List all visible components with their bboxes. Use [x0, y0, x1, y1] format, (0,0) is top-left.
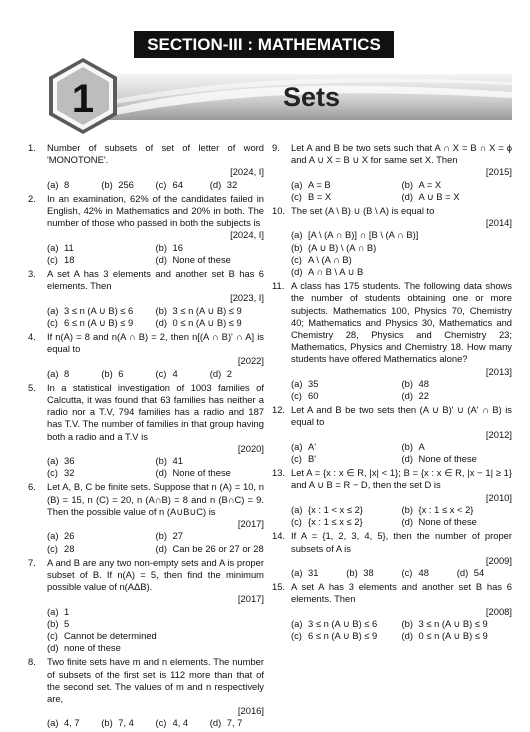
answer-option	[291, 630, 402, 642]
question-text: Two finite sets have m and n elements. The number of subsets of the first set is 112 more than that of the second set. The values of m and n respectively are,	[47, 656, 264, 704]
option-text: B = X	[308, 190, 332, 202]
question-text: In a statistical investigation of 1003 families of Calcutta, it was found that 63 families has neither a radio nor a T.V, 794 families has a radio and 187 has T.V. The number of families in that group having both a radio and a T.V is	[47, 381, 264, 442]
option-label: (b)	[401, 503, 413, 515]
question-text: A set A has 3 elements and another set B has 6 elements. Then	[47, 268, 264, 292]
option-label: (d)	[291, 266, 303, 278]
answer-option	[156, 530, 265, 542]
question-year: [2009]	[485, 554, 512, 566]
option-label: (a)	[291, 377, 303, 389]
answer-option	[291, 254, 512, 266]
question-year: [2017]	[237, 518, 264, 530]
question-item	[272, 404, 512, 465]
option-text: 3 ≤ n (A ∪ B) ≤ 6	[64, 304, 134, 316]
question-options	[47, 606, 264, 655]
question-text: In an examination, 62% of the candidates failed in English, 42% in Mathematics and 20% in both. The number of those who passed in both the subjects is	[47, 192, 264, 229]
question-item	[28, 142, 264, 191]
option-text: 22	[418, 390, 429, 402]
option-label: (b)	[155, 241, 167, 253]
option-label: (c)	[47, 253, 58, 265]
option-label: (c)	[291, 190, 302, 202]
question-options	[47, 530, 264, 554]
option-text: 8	[64, 178, 70, 190]
question-text: The set (A \ B) ∪ (B \ A) is equal to	[291, 205, 435, 217]
chapter-number-hexagon	[43, 56, 123, 136]
chapter-number: 1	[71, 77, 95, 121]
option-label: (b)	[401, 178, 413, 190]
option-label: (d)	[401, 453, 413, 465]
answer-option	[291, 618, 402, 630]
option-text: 0 ≤ n (A ∪ B) ≤ 9	[172, 316, 242, 328]
option-text: 4, 7	[64, 717, 80, 729]
option-label: (b)	[401, 617, 413, 629]
answer-option	[156, 242, 265, 254]
answer-option	[47, 618, 264, 630]
answer-option	[156, 717, 210, 729]
answer-option	[47, 467, 156, 479]
question-number: 5.	[28, 381, 36, 393]
answer-option	[402, 453, 513, 465]
chapter-title: Sets	[283, 82, 341, 112]
option-text: [A \ (A ∩ B)] ∩ [B \ (A ∩ B)]	[308, 229, 419, 241]
option-label: (d)	[155, 253, 167, 265]
option-text: None of these	[418, 516, 477, 528]
option-text: 256	[118, 178, 134, 190]
option-label: (b)	[346, 566, 358, 578]
question-number: 1.	[28, 142, 36, 153]
answer-option	[291, 441, 402, 453]
question-year: [2010]	[485, 491, 512, 503]
option-text: A = X	[418, 178, 442, 190]
answer-option	[402, 630, 513, 642]
question-text: If n(A) = 8 and n(A ∩ B) = 2, then n[(A ∩ B)' ∩ A] is equal to	[47, 331, 264, 355]
question-number: 10.	[272, 205, 286, 217]
answer-option	[47, 630, 264, 642]
option-text: 64	[172, 178, 183, 190]
answer-option	[47, 368, 101, 380]
option-label: (c)	[47, 467, 58, 479]
question-body	[291, 467, 512, 528]
answer-option	[291, 191, 402, 203]
answer-option	[156, 543, 265, 555]
option-text: 1	[64, 605, 70, 617]
question-year: [2013]	[485, 365, 512, 377]
option-label: (b)	[155, 530, 167, 542]
option-text: 3 ≤ n (A ∪ B) ≤ 9	[172, 304, 242, 316]
question-number: 7.	[28, 556, 36, 568]
option-text: Cannot be determined	[64, 629, 157, 641]
option-label: (b)	[101, 717, 113, 729]
option-text: {x : 1 < x ≤ 2}	[308, 503, 363, 515]
section-banner: SECTION-III : MATHEMATICS	[134, 31, 394, 58]
question-year: [2023, I]	[230, 292, 264, 304]
question-year: [2024, I]	[230, 229, 264, 241]
option-label: (a)	[47, 178, 59, 190]
option-text: A	[418, 440, 425, 452]
option-label: (d)	[155, 542, 167, 554]
option-label: (c)	[401, 566, 413, 578]
option-text: None of these	[418, 453, 477, 465]
answer-option	[47, 530, 156, 542]
question-body	[47, 382, 264, 480]
question-body	[291, 530, 512, 579]
question-item	[272, 467, 512, 528]
answer-option	[402, 390, 513, 402]
option-label: (b)	[47, 617, 59, 629]
question-item	[272, 530, 512, 579]
question-item	[28, 557, 264, 655]
answer-option	[156, 368, 210, 380]
question-item	[28, 193, 264, 266]
question-options	[47, 179, 264, 191]
option-text: 6 ≤ n (A ∪ B) ≤ 9	[308, 629, 378, 641]
option-label: (b)	[101, 178, 113, 190]
question-text: A and B are any two non-empty sets and A is proper subset of B. If n(A) = 5, then find the minimum possible value of n(AΔB).	[47, 556, 264, 593]
answer-option	[402, 378, 513, 390]
question-number: 12.	[272, 404, 286, 416]
question-year: [2015]	[485, 166, 512, 178]
answer-option	[291, 266, 512, 278]
answer-option	[156, 254, 265, 266]
answer-option	[291, 504, 402, 516]
option-label: (a)	[47, 241, 59, 253]
option-label: (d)	[401, 516, 413, 528]
option-label: (c)	[47, 542, 58, 554]
answer-option	[291, 378, 402, 390]
option-label: (a)	[47, 367, 59, 379]
question-number: 4.	[28, 331, 36, 343]
right-question-column	[272, 142, 512, 644]
answer-option	[210, 179, 264, 191]
option-label: (a)	[291, 440, 303, 452]
option-label: (c)	[155, 717, 167, 729]
question-year: [2017]	[237, 593, 264, 605]
option-label: (d)	[401, 390, 413, 402]
option-text: 2	[226, 367, 232, 379]
question-number: 9.	[272, 142, 280, 153]
option-label: (b)	[291, 241, 303, 253]
question-text: Let A and B be two sets then (A ∪ B)' ∪ (A' ∩ B) is equal to	[291, 404, 512, 428]
question-item	[28, 382, 264, 480]
question-item	[272, 581, 512, 642]
question-text: Number of subsets of set of letter of word 'MONOTONE'.	[47, 142, 264, 166]
option-label: (d)	[47, 642, 59, 654]
option-label: (c)	[291, 516, 302, 528]
question-body	[47, 656, 264, 729]
answer-option	[101, 368, 155, 380]
answer-option	[47, 543, 156, 555]
question-number: 13.	[272, 467, 286, 479]
option-label: (c)	[291, 390, 302, 402]
option-label: (a)	[47, 605, 59, 617]
question-text: Let A and B be two sets such that A ∩ X = B ∩ X = ϕ and A ∪ X = B ∪ X for same set X. Then	[291, 142, 512, 166]
option-text: None of these	[172, 467, 231, 479]
question-options	[291, 378, 512, 402]
question-text: A class has 175 students. The following data shows the number of students obtaining one or more subjects. Mathematics 100, Physics 70, Chemistry 40; Mathematics and Physics 30, Mathematics and Chemistry 28, Physics and Chemistry 23; Mathematics, Physics and Chemistry 18. How many students have offered Mathematics alone?	[291, 280, 512, 365]
option-text: 8	[64, 367, 70, 379]
answer-option	[101, 179, 155, 191]
option-label: (a)	[47, 304, 59, 316]
option-label: (c)	[291, 253, 302, 265]
question-year: [2012]	[485, 428, 512, 440]
answer-option	[47, 642, 264, 654]
option-text: A ∪ B = X	[418, 190, 460, 202]
question-year: [2014]	[485, 217, 512, 229]
option-text: 60	[308, 390, 319, 402]
question-year: [2008]	[485, 605, 512, 617]
answer-option	[402, 567, 457, 579]
option-text: 31	[308, 566, 319, 578]
option-label: (a)	[291, 229, 303, 241]
question-body	[47, 331, 264, 380]
answer-option	[156, 455, 265, 467]
answer-option	[47, 242, 156, 254]
question-text: Let A, B, C be finite sets. Suppose that n (A) = 10, n (B) = 15, n (C) = 20, n (A∩B) = 8 and n (B∩C) = 9. Then the possible value of n (A∪B∪C) is	[47, 481, 264, 517]
answer-option	[402, 441, 513, 453]
option-text: 4, 4	[172, 717, 189, 729]
option-label: (a)	[47, 530, 59, 542]
option-label: (b)	[155, 304, 167, 316]
question-body	[291, 404, 512, 465]
question-options	[291, 567, 512, 579]
answer-option	[47, 179, 101, 191]
question-item	[272, 205, 512, 278]
question-item	[28, 656, 264, 729]
answer-option	[291, 453, 402, 465]
question-body	[47, 142, 264, 191]
answer-option	[402, 191, 513, 203]
question-number: 3.	[28, 268, 36, 280]
question-body	[47, 557, 264, 655]
option-text: {x : 1 ≤ x ≤ 2}	[308, 516, 363, 528]
question-item	[272, 280, 512, 402]
option-text: A \ (A ∩ B)	[308, 253, 352, 265]
question-text: If A = {1, 2, 3, 4, 5}, then the number of proper subsets of A is	[291, 530, 512, 554]
option-label: (d)	[209, 178, 222, 190]
option-label: (a)	[291, 566, 303, 578]
question-year: [2024, I]	[230, 166, 264, 178]
option-text: 0 ≤ n (A ∪ B) ≤ 9	[418, 629, 488, 641]
answer-option	[291, 229, 512, 241]
answer-option	[457, 567, 512, 579]
answer-option	[47, 305, 156, 317]
option-text: 3 ≤ n (A ∪ B) ≤ 9	[418, 617, 488, 629]
question-number: 14.	[272, 530, 286, 542]
question-item	[272, 142, 512, 203]
answer-option	[156, 305, 265, 317]
answer-option	[47, 606, 264, 618]
option-text: (A ∪ B) \ (A ∩ B)	[308, 241, 377, 253]
option-label: (c)	[155, 178, 167, 190]
option-label: (a)	[47, 717, 59, 729]
answer-option	[291, 179, 402, 191]
option-text: 11	[64, 241, 74, 253]
question-year: [2016]	[237, 705, 264, 717]
question-options	[291, 618, 512, 642]
option-label: (a)	[291, 178, 303, 190]
option-text: 3 ≤ n (A ∪ B) ≤ 6	[308, 617, 378, 629]
question-number: 15.	[272, 581, 286, 593]
option-text: 7, 7	[226, 717, 243, 729]
answer-option	[402, 179, 513, 191]
question-options	[47, 717, 264, 729]
option-text: 4	[172, 367, 178, 379]
answer-option	[291, 516, 402, 528]
question-options	[291, 179, 512, 203]
answer-option	[156, 467, 265, 479]
option-label: (b)	[401, 377, 413, 389]
answer-option	[47, 717, 101, 729]
answer-option	[402, 516, 513, 528]
option-label: (c)	[155, 367, 167, 379]
option-text: 5	[64, 617, 70, 629]
answer-option	[402, 618, 513, 630]
option-text: A ∩ B \ A ∪ B	[308, 266, 364, 278]
option-label: (b)	[401, 440, 413, 452]
answer-option	[291, 390, 402, 402]
option-text: A'	[308, 440, 317, 452]
option-text: 26	[64, 530, 75, 542]
option-text: 36	[64, 455, 75, 467]
answer-option	[101, 717, 155, 729]
option-label: (b)	[101, 367, 113, 379]
option-text: None of these	[172, 253, 231, 265]
option-label: (d)	[155, 316, 167, 328]
option-label: (b)	[155, 455, 167, 467]
option-text: {x : 1 ≤ x < 2}	[418, 503, 474, 515]
question-body	[291, 142, 512, 203]
question-body	[291, 205, 512, 278]
answer-option	[402, 504, 513, 516]
question-item	[28, 268, 264, 329]
option-label: (c)	[47, 316, 58, 328]
option-label: (d)	[155, 467, 167, 479]
option-text: 28	[64, 542, 75, 554]
question-options	[291, 229, 512, 278]
question-body	[47, 481, 264, 554]
question-body	[47, 193, 264, 266]
left-question-column	[28, 142, 264, 732]
question-options	[47, 455, 264, 479]
option-text: 41	[172, 455, 183, 467]
question-body	[291, 280, 512, 402]
option-text: 27	[172, 530, 183, 542]
question-options	[291, 504, 512, 528]
answer-option	[47, 254, 156, 266]
question-options	[47, 242, 264, 266]
answer-option	[291, 242, 512, 254]
option-text: 18	[64, 253, 75, 265]
question-text: Let A = {x : x ∈ R, |x| < 1}; B = {x : x ∈ R, |x − 1| ≥ 1} and A ∪ B = R − D, then the set D is	[291, 467, 512, 491]
option-label: (d)	[209, 717, 222, 729]
question-year: [2020]	[237, 442, 264, 454]
option-text: A = B	[308, 178, 331, 190]
question-year: [2022]	[237, 355, 264, 367]
option-label: (d)	[209, 367, 222, 379]
answer-option	[346, 567, 401, 579]
answer-option	[210, 368, 264, 380]
answer-option	[156, 179, 210, 191]
option-label: (d)	[401, 190, 413, 202]
option-text: 6	[118, 367, 124, 379]
option-label: (c)	[47, 629, 58, 641]
option-text: 48	[418, 566, 429, 578]
option-text: 32	[64, 467, 75, 479]
option-text: 32	[226, 178, 238, 190]
answer-option	[47, 317, 156, 329]
option-text: Can be 26 or 27 or 28	[172, 542, 264, 554]
question-options	[47, 305, 264, 329]
question-options	[291, 441, 512, 465]
question-item	[28, 481, 264, 554]
option-label: (a)	[291, 617, 303, 629]
question-number: 6.	[28, 481, 36, 493]
answer-option	[291, 567, 346, 579]
option-label: (d)	[456, 566, 469, 578]
option-text: 6 ≤ n (A ∪ B) ≤ 9	[64, 316, 134, 328]
question-body	[47, 268, 264, 329]
option-label: (d)	[401, 629, 413, 641]
question-options	[47, 368, 264, 380]
question-text: A set A has 3 elements and another set B has 6 elements. Then	[291, 581, 512, 605]
option-label: (c)	[291, 629, 302, 641]
option-text: 38	[363, 566, 374, 578]
option-text: 7, 4	[118, 717, 134, 729]
option-label: (a)	[291, 503, 303, 515]
answer-option	[156, 317, 265, 329]
question-number: 11.	[272, 280, 285, 292]
question-number: 2.	[28, 192, 36, 204]
option-text: 48	[418, 377, 429, 389]
question-item	[28, 331, 264, 380]
option-text: none of these	[64, 642, 121, 654]
answer-option	[210, 717, 264, 729]
question-number: 8.	[28, 656, 36, 668]
option-text: 54	[473, 566, 485, 578]
option-text: 16	[172, 241, 183, 253]
answer-option	[47, 455, 156, 467]
option-text: 35	[308, 377, 319, 389]
option-label: (c)	[291, 453, 302, 465]
option-label: (a)	[47, 455, 59, 467]
option-text: B'	[308, 453, 317, 465]
question-body	[291, 581, 512, 642]
